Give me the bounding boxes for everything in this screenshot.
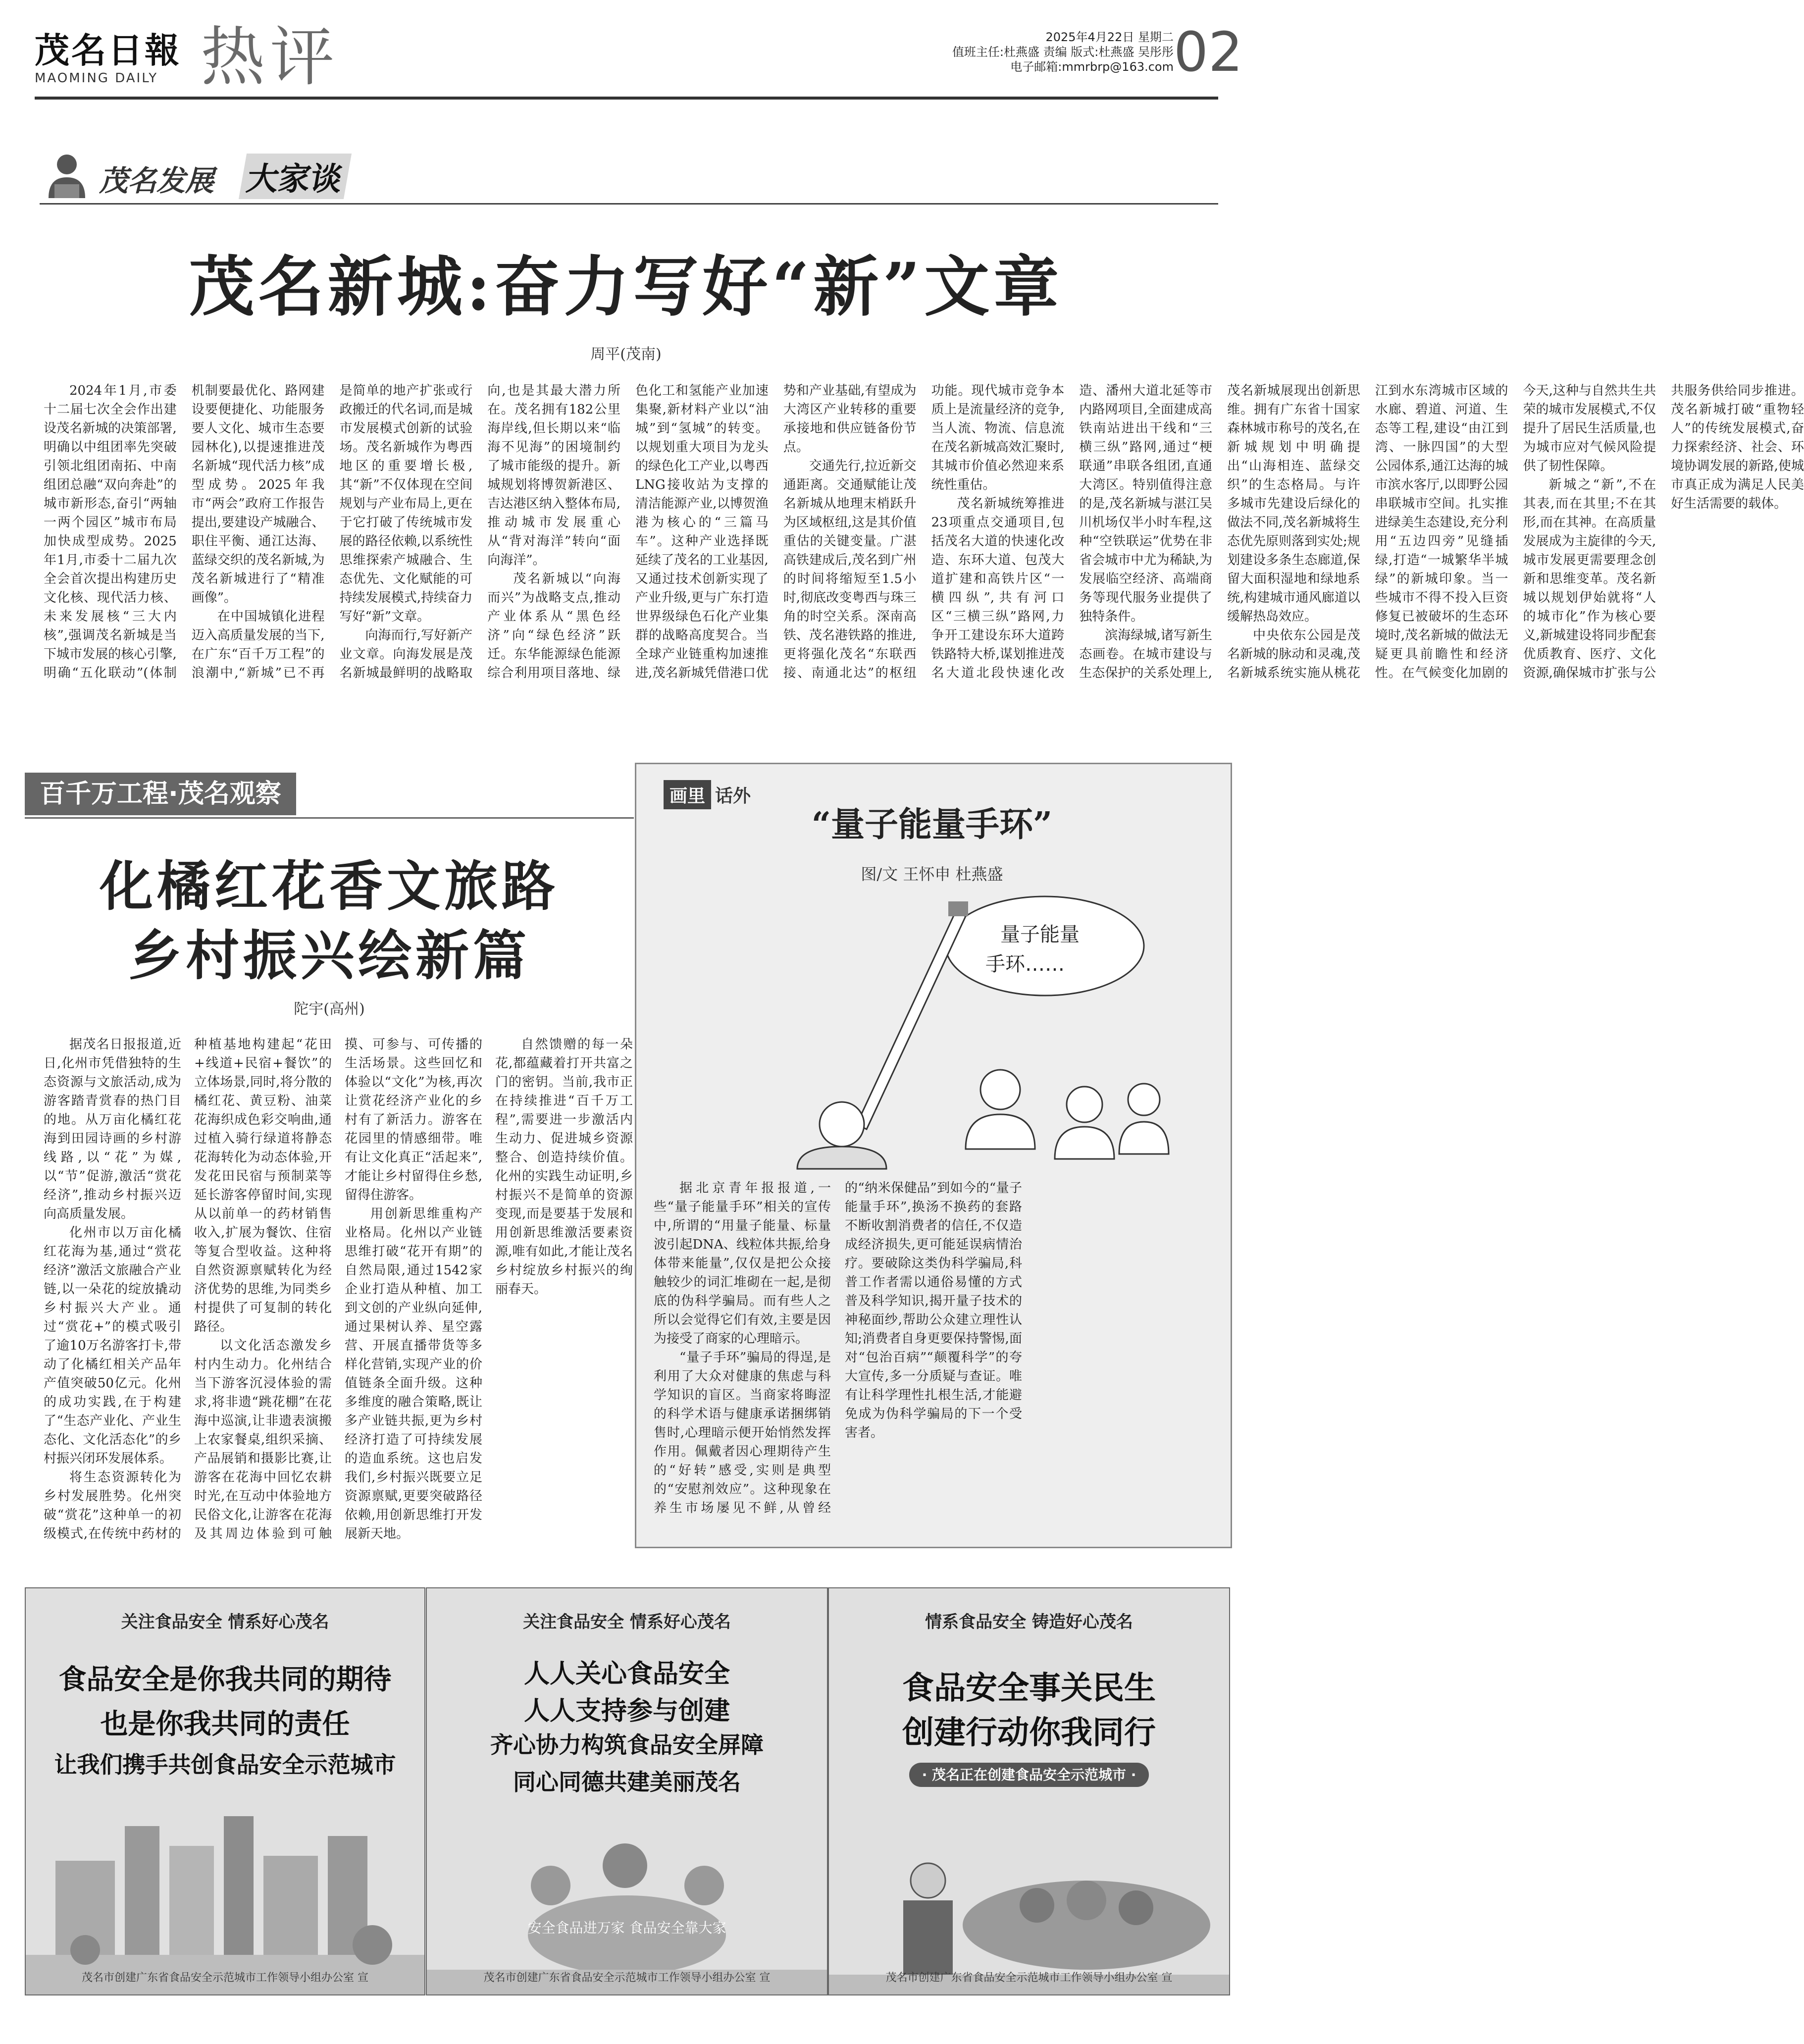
city-skyline-illustration bbox=[26, 1786, 424, 1994]
issue-date: 2025年4月22日 星期二 bbox=[1045, 30, 1174, 44]
crowd-person-icon bbox=[1128, 1084, 1160, 1115]
crowd-person-icon bbox=[980, 1070, 1020, 1109]
ad1-footer: 茂名市创建广东省食品安全示范城市工作领导小组办公室 宣 bbox=[82, 1972, 368, 1984]
cartoon-paragraph: 据北京青年报报道,一些“量子能量手环”相关的宣传中,所谓的“用量子能量、标量波引起DNA、线粒体共振,给身体带来能量”,仅仅是把公众接触较少的词汇堆砌在一起,是彻底的伪科学骗局。而有些人之所以会觉得它们有效,主要是因为接受了商家的心理暗示。 bbox=[654, 1181, 831, 1346]
article2-paragraph: 将生态资源转化为乡村发展胜势。化州突破“赏花”这种单一的初级模式,在传统中药材的种植基地构建起“花田+线道+民宿+餐饮”的立体场景,同时,将分散的橘红花、黄豆粉、油菜花海织成色彩交响曲,通过植入骑行绿道将静态花海转化为动态体验,开发花田民宿与预制菜等延长游客停留时间,实现从以前单一的药材销售收入,扩展为餐饮、住宿等复合型收益。这种将自然资源禀赋转化为经济优势的思维,为同类乡村提供了可复制的转化路径。 bbox=[44, 1037, 332, 1541]
person-body bbox=[797, 1147, 886, 1169]
speaker-person-icon bbox=[40, 149, 94, 203]
article1-paragraph: 在中国城镇化进程迈入高质量发展的当下,在广东“百千万工程”的浪潮中,“新城”已不再是简单的地产扩张或行政搬迁的代名词,而是城市发展模式创新的试验场。茂名新城作为粤西地区的重要增长极,其“新”不仅体现在空间规划与产业布局上,更在于它打破了传统城市发展的路径依赖,以系统性思维探索产城融合、生态优先、文化赋能的可持续发展模式,持续奋力写好“新”文章。 bbox=[191, 383, 473, 681]
food-safety-ad-1 bbox=[25, 1587, 425, 1995]
column-banner bbox=[40, 149, 386, 203]
article2-body bbox=[44, 1035, 633, 1550]
article2-paragraph: 自然馈赠的每一朵花,都蕴藏着打开共富之门的密钥。当前,我市正在持续推进“百千万工程”,需要进一步激活内生动力、促进城乡资源整合、创造持续价值。化州的实践生动证明,乡村振兴不是简单的资源变现,而是要基于发展和用创新思维激活要素资源,唯有如此,才能让茂名乡村绽放乡村振兴的绚丽春天。 bbox=[495, 1037, 633, 1297]
cartoon-commentary bbox=[654, 1179, 1213, 1535]
article2-kicker-rule bbox=[25, 817, 634, 819]
ad3-line2: 创建行动你我同行 bbox=[902, 1715, 1156, 1751]
article1-paragraph: 新城之“新”,不在其表,而在其里;不在其形,而在其神。在高质量发展成为主旋律的今天,城市发展更需要理念创新和思维变革。茂名新城以规划伊始就将“人的城市化”作为核心要义,新城建设将同步配套优质教育、医疗、文化资源,确保城市扩张与公共服务供给同步推进。茂名新城打破“重物轻人”的传统发展模式,奋力探索经济、社会、环境协调发展的新路,使城市真正成为满足人民美好生活需要的载体。 bbox=[1523, 383, 1804, 681]
ad3-line1: 食品安全事关民生 bbox=[902, 1670, 1156, 1707]
ad3-ribbon-text: · 茂名正在创建食品安全示范城市 · bbox=[909, 1763, 1149, 1787]
ad2-line3: 齐心协力构筑食品安全屏障 bbox=[490, 1731, 764, 1758]
masthead-name: 茂名日報 bbox=[35, 30, 181, 71]
ad3-footer: 茂名市创建广东省食品安全示范城市工作领导小组办公室 宣 bbox=[885, 1972, 1173, 1984]
article1-headline: 茂名新城:奋力写好“新”文章 bbox=[189, 249, 1063, 325]
cartoon-paragraph: “量子手环”骗局的得逞,是利用了大众对健康的焦虑与科学知识的盲区。当商家将晦涩的科学术语与健康承诺捆绑销售时,心理暗示便开始悄然发挥作用。佩戴者因心理期待产生的“好转”感受,实则是典型的“安慰剂效应”。这种现象在养生市场屡见不鲜,从曾经的“纳米保健品”到如今的“量子能量手环”,换汤不换药的套路不断收割消费者的信任,不仅造成经济损失,更可能延误病情治疗。要破除这类伪科学骗局,科普工作者需以通俗易懂的方式普及科学知识,揭开量子技术的神秘面纱,帮助公众建立理性认知;消费者自身更要保持警惕,面对“包治百病”“颠覆科学”的夸大宣传,多一分质疑与查证。唯有让科学理性扎根生活,才能避免成为伪科学骗局的下一个受害者。 bbox=[654, 1181, 1022, 1516]
person-head bbox=[820, 1102, 864, 1147]
ad3-top: 情系食品安全 铸造好心茂名 bbox=[925, 1612, 1133, 1632]
ad1-line3: 让我们携手共创食品安全示范城市 bbox=[54, 1751, 396, 1778]
ad2-line4: 同心同德共建美丽茂名 bbox=[513, 1769, 741, 1795]
cartoon-tag-b: 话外 bbox=[715, 786, 751, 806]
article2-headline-line2: 乡村振兴绘新篇 bbox=[128, 925, 530, 987]
header-meta bbox=[901, 30, 1174, 74]
article1-paragraph: 交通先行,拉近新交通距离。交通赋能让茂名新城从地理末梢跃升为区域枢纽,这是其价值重估的关键变量。广湛高铁建成后,茂名到广州的时间将缩短至1.5小时,彻底改变粤西与珠三角的时空关系。深南高铁、茂名港铁路的推进,更将强化茂名“东联西接、南通北达”的枢纽功能。现代城市竞争本质上是流量经济的竞争,当人流、物流、信息流在茂名新城高效汇聚时,其城市价值必然迎来系统性重估。 bbox=[783, 383, 1065, 681]
ad2-line1: 人人关心食品安全 bbox=[523, 1659, 730, 1689]
food-bowl-illustration bbox=[427, 1806, 827, 1994]
cartoon-credit: 图/文 王怀申 杜燕盛 bbox=[861, 865, 1003, 884]
article1-paragraph: 茂名新城以“向海而兴”为战略支点,推动产业体系从“黑色经济”向“绿色经济”跃迁。东华能源绿色能源综合利用项目落地、绿色化工和氢能产业加速集聚,新材料产业以“油城”到“氢城”的转变。以规划重大项目为龙头的绿色化工产业,以粤西LNG接收站为支撑的清洁能源产业,以博贺渔港为核心的“三篇马车”。这种产业选择既延续了茂名的工业基因,又通过技术创新实现了产业升级,更与广东打造世界级绿色石化产业集群的战略高度契合。当全球产业链重构加速推进,茂名新城凭借港口优势和产业基础,有望成为大湾区产业转移的重要承接地和供应链备份节点。 bbox=[487, 383, 917, 681]
ad2-top: 关注食品安全 情系好心茂名 bbox=[523, 1612, 731, 1632]
column-banner-part1: 茂名发展 bbox=[99, 164, 214, 198]
cartoon-illustration bbox=[768, 891, 1193, 1169]
inspector-icon bbox=[911, 1863, 945, 1898]
masthead-name-en: MAOMING DAILY bbox=[35, 71, 158, 86]
article1-paragraph: 滨海绿城,诸写新生态画卷。在城市建设与生态保护的关系处理上,茂名新城展现出创新思维。拥有广东省十国家森林城市称号的茂名,在新城规划中明确提出“山海相连、蓝绿交织”的生态格局。与许多城市先建设后绿化的做法不同,茂名新城将生态优先原则落到实处;规划建设多条生态廊道,保留大面积湿地和绿地系统,构建城市通风廊道以缓解热岛效应。 bbox=[1079, 383, 1360, 681]
article1-paragraph: 茂名新城统筹推进23项重点交通项目,包括茂名大道的快速化改造、东环大道、包茂大道扩建和高铁片区“一横四纵”,共有河口区“三横三纵”路网,力争开工建设东环大道跨铁路特大桥,谋划推进茂名大道北段快速化改造、潘州大道北延等市内路网项目,全面建成高铁南站进出干线和“三横三纵”路网,通过“梗联通”串联各组团,直通大湾区。特别值得注意的是,茂名新城与湛江吴川机场仅半小时车程,这种“空铁联运”优势在非省会城市中尤为稀缺,为发展临空经济、高端商务等现代服务业提供了独特条件。 bbox=[931, 383, 1212, 681]
bubble-text-line2: 手环…… bbox=[985, 953, 1065, 976]
ad1-top: 关注食品安全 情系好心茂名 bbox=[121, 1612, 329, 1632]
article2-byline: 陀宇(高州) bbox=[294, 1000, 365, 1018]
cartoon-title: “量子能量手环” bbox=[811, 805, 1053, 844]
section-title: 热评 bbox=[201, 19, 340, 95]
article1-byline: 周平(茂南) bbox=[590, 346, 662, 363]
header-rule bbox=[35, 97, 1218, 100]
article2-headline bbox=[25, 852, 634, 991]
food-safety-ad-3 bbox=[828, 1587, 1230, 1995]
article2-paragraph: 据茂名日报报道,近日,化州市凭借独特的生态资源与文旅活动,成为游客踏青赏春的热门目的地。从万亩化橘红花海到田园诗画的乡村游线路,以“花”为媒,以“节”促游,激活“赏花经济”,推动乡村振兴迈向高质量发展。 bbox=[44, 1037, 181, 1221]
article1-paragraph: 中央依东公园是茂名新城的脉动和灵魂,茂名新城系统实施从桃花江到水东湾城市区域的水廊、碧道、河道、生态等工程,建设“由江到湾、一脉四国”的大型公园体系,通江达海的城市滨水客厅,以即野公园串联城市空间。扎实推进绿美生态建设,充分利用“五边四旁”见缝插绿,打造“一城繁华半城绿”的新城印象。当一些城市不得不投入巨资修复已被破坏的生态环境时,茂名新城的做法无疑更具前瞻性和经济性。在气候变化加剧的今天,这种与自然共生共荣的城市发展模式,不仅提升了居民生活质量,也为城市应对气候风险提供了韧性保障。 bbox=[1227, 383, 1656, 681]
inspector-produce-illustration bbox=[829, 1796, 1229, 1994]
article2-paragraph: 化州市以万亩化橘红花海为基,通过“赏花经济”激活文旅融合产业链,以一朵花的绽放撬动乡村振兴大产业。通过“赏花+”的模式吸引了逾10万名游客打卡,带动了化橘红相关产品年产值突破50亿元。化州的成功实践,在于构建了“生态产业化、产业生态化、文化活态化”的乡村振兴闭环发展体系。 bbox=[44, 1225, 181, 1466]
ad3-ribbon bbox=[829, 1764, 1229, 1784]
contact-email: 电子邮箱:mmrbrp@163.com bbox=[1010, 60, 1174, 74]
speech-bubble bbox=[946, 896, 1144, 996]
editor-line: 值班主任:杜燕盛 责编 版式:杜燕盛 吴彤彤 bbox=[952, 45, 1174, 59]
ad2-line2: 人人支持参与创建 bbox=[523, 1696, 730, 1726]
article2-paragraph: 用创新思维重构产业格局。化州以产业链思维打破“花开有期”的自然局限,通过1542家企业打造从种植、加工到文创的产业纵向延伸,通过果树认养、星空露营、开展直播带货等多样化营销,实现产业的价值链条全面升级。这种多维度的融合策略,既让多产业链共振,更为乡村经济打造了可持续发展的造血系统。这也启发我们,乡村振兴既要立足资源禀赋,更要突破路径依赖,用创新思维打开发展新天地。 bbox=[345, 1206, 482, 1541]
long-horn bbox=[857, 911, 966, 1129]
article1-body bbox=[44, 381, 1804, 698]
article2-kicker: 百千万工程·茂名观察 bbox=[25, 773, 296, 815]
ad2-plate-text: 安全食品进万家 食品安全靠大家 bbox=[527, 1920, 726, 1936]
ad2-footer: 茂名市创建广东省食品安全示范城市工作领导小组办公室 宣 bbox=[483, 1972, 771, 1984]
cartoon-tag-a: 画里 bbox=[664, 780, 711, 809]
article2-headline-line1: 化橘红花香文旅路 bbox=[99, 855, 559, 918]
banner-rule bbox=[40, 203, 1218, 205]
food-safety-ad-2 bbox=[426, 1587, 828, 1995]
page-number: 02 bbox=[1174, 20, 1243, 84]
bubble-text-line1: 量子能量 bbox=[1000, 923, 1080, 946]
column-banner-part2: 大家谈 bbox=[239, 154, 352, 199]
ad1-line1: 食品安全是你我共同的期待 bbox=[58, 1664, 392, 1696]
article1-paragraph: 向海而行,写好新产业文章。向海发展是茂名新城最鲜明的战略取向,也是其最大潜力所在。茂名拥有182公里海岸线,但长期以来“临海不见海”的困境制约了城市能级的提升。新城规划将博贺新港区、吉达港区纳入整体布局,推动城市发展重心从“背对海洋”转向“面向海洋”。 bbox=[339, 383, 620, 681]
masthead-logo bbox=[35, 31, 183, 90]
crowd-person-icon bbox=[1067, 1087, 1102, 1122]
wristband-icon bbox=[948, 901, 968, 916]
article2-paragraph: 以文化活态激发乡村内生动力。化州结合当下游客沉浸体验的需求,将非遗“跳花棚”在花海中巡演,让非遗表演搬上农家餐桌,组织采摘、产品展销和摄影比赛,让游客在花海中回忆农耕时光,在互动中体验地方民俗文化,让游客在花海及其周边体验到可触摸、可参与、可传播的生活场景。这些回忆和体验以“文化”为核,再次让赏花经济产业化的乡村有了新活力。游客在花园里的情感细带。唯有让文化真正“活起来”,才能让乡村留得住乡愁,留得住游客。 bbox=[194, 1037, 482, 1541]
article1-paragraph: 2024年1月,市委十二届七次全会作出建设茂名新城的决策部署,明确以中组团率先突破引领北组团南拓、中南组团总融“双向奔赴”的城市新形态,奋引“两轴一两个园区”城市布局加快成型成势。2025年1月,市委十二届九次全会首次提出构建历史文化核、现代活力核、未来发展核“三大内核”,强调茂名新城是当下城市发展的核心引擎,明确“五化联动”(体制机制要最优化、路网建设要便捷化、功能服务要人文化、城市生态要园林化),以提速推进茂名新城“现代活力核”成型成势。2025年我市“两会”政府工作报告提出,要建设产城融合、职住平衡、通江达海、蓝绿交织的茂名新城,为茂名新城进行了“精准画像”。 bbox=[44, 383, 325, 681]
ad1-line2: 也是你我共同的责任 bbox=[100, 1708, 350, 1740]
